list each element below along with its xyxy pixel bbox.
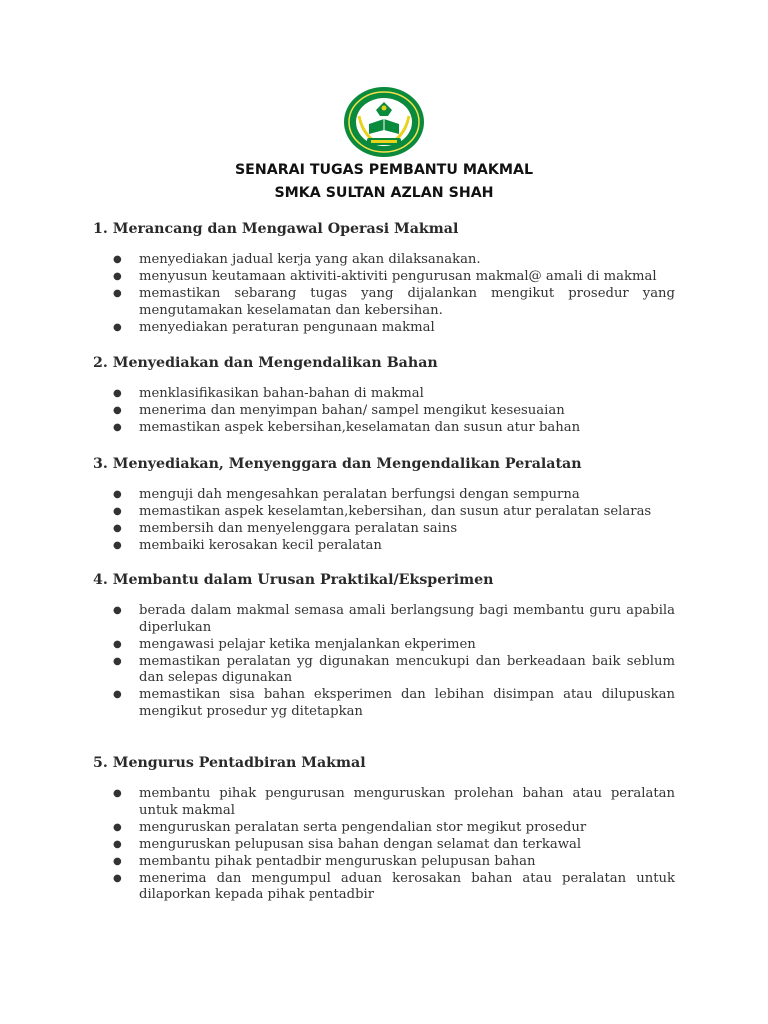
list-item: ● menyediakan peraturan pengunaan makmal [113, 319, 435, 335]
list-item: ● membersih dan menyelenggara peralatan sains [113, 521, 458, 536]
bullet-list [93, 603, 675, 720]
bullet-icon: ● [113, 605, 122, 616]
section-heading: 4. Membantu dalam Urusan Praktikal/Eksperimen [93, 572, 494, 588]
section-5 [93, 754, 675, 904]
bullet-icon: ● [113, 788, 122, 799]
list-item: ● menyusun keutamaan aktiviti-aktiviti pengurusan makmal@ amali di makmal [113, 269, 657, 284]
bullet-list [93, 786, 675, 904]
list-item: ● menguruskan pelupusan sisa bahan dengan selamat dan terkawal [113, 836, 582, 852]
school-name: SMKA SULTAN AZLAN SHAH [274, 185, 494, 201]
list-item: ● menguji dah mengesahkan peralatan berfungsi dengan sempurna [113, 487, 580, 502]
bullet-icon: ● [113, 821, 122, 833]
section-4 [93, 571, 675, 721]
list-item: ● membaiki kerosakan kecil peralatan [113, 538, 382, 553]
list-item: ● menyediakan jadual kerja yang akan dilaksanakan. [113, 252, 481, 267]
bullet-icon: ● [113, 540, 122, 551]
bullet-icon: ● [113, 405, 122, 416]
bullet-icon: ● [113, 838, 122, 850]
bullet-list [93, 252, 675, 336]
section-3 [93, 455, 675, 555]
bullet-icon: ● [113, 689, 122, 700]
bullet-icon: ● [113, 489, 122, 500]
list-item: ● menerima dan mengumpul aduan kerosakan bahan atau peralatan untuk dilaporkan kepada pihak pentadbir [113, 870, 675, 902]
bullet-list [93, 487, 675, 555]
bullet-icon: ● [113, 506, 122, 517]
list-item: ● memastikan sebarang tugas yang dijalankan mengikut prosedur yang mengutamakan keselamatan dan kebersihan. [113, 286, 675, 318]
list-item: ● memastikan aspek keselamtan,kebersihan, dan susun atur peralatan selaras [113, 504, 652, 519]
bullet-list [93, 386, 675, 437]
bullet-icon: ● [113, 872, 122, 884]
section-1 [93, 220, 675, 337]
bullet-icon: ● [113, 321, 122, 333]
list-item: ● berada dalam makmal semasa amali berlangsung bagi membantu guru apabila diperlukan [113, 603, 675, 635]
list-item: ● menerima dan menyimpan bahan/ sampel mengikut kesesuaian [113, 403, 565, 418]
section-heading: 2. Menyediakan dan Mengendalikan Bahan [93, 355, 438, 371]
section-heading: 3. Menyediakan, Menyenggara dan Mengendalikan Peralatan [93, 456, 582, 472]
bullet-icon: ● [113, 655, 122, 667]
bullet-icon: ● [113, 288, 122, 299]
bullet-icon: ● [113, 855, 122, 867]
bullet-icon: ● [113, 638, 122, 650]
section-heading: 1. Merancang dan Mengawal Operasi Makmal [93, 221, 459, 237]
list-item: ● memastikan sisa bahan eksperimen dan lebihan disimpan atau dilupuskan mengikut prosedur yg ditetapkan [113, 687, 675, 719]
section-heading: 5. Mengurus Pentadbiran Makmal [93, 755, 366, 771]
bullet-icon: ● [113, 271, 122, 282]
list-item: ● membantu pihak pentadbir menguruskan pelupusan bahan [113, 853, 536, 869]
bullet-icon: ● [113, 422, 122, 433]
school-crest-logo [343, 86, 425, 158]
list-item: ● membantu pihak pengurusan menguruskan prolehan bahan atau peralatan untuk makmal [113, 786, 675, 818]
list-item: ● menklasifikasikan bahan-bahan di makmal [113, 386, 424, 401]
document-title: SENARAI TUGAS PEMBANTU MAKMAL [234, 162, 534, 178]
section-2 [93, 354, 675, 437]
list-item: ● menguruskan peralatan serta pengendalian stor megikut prosedur [113, 819, 587, 835]
list-item: ● memastikan peralatan yg digunakan mencukupi dan berkeadaan baik seblum dan selepas digunakan [113, 653, 675, 685]
list-item: ● mengawasi pelajar ketika menjalankan ekperimen [113, 636, 476, 652]
list-item: ● memastikan aspek kebersihan,keselamatan dan susun atur bahan [113, 420, 581, 435]
bullet-icon: ● [113, 254, 122, 265]
bullet-icon: ● [113, 523, 122, 534]
bullet-icon: ● [113, 388, 122, 399]
